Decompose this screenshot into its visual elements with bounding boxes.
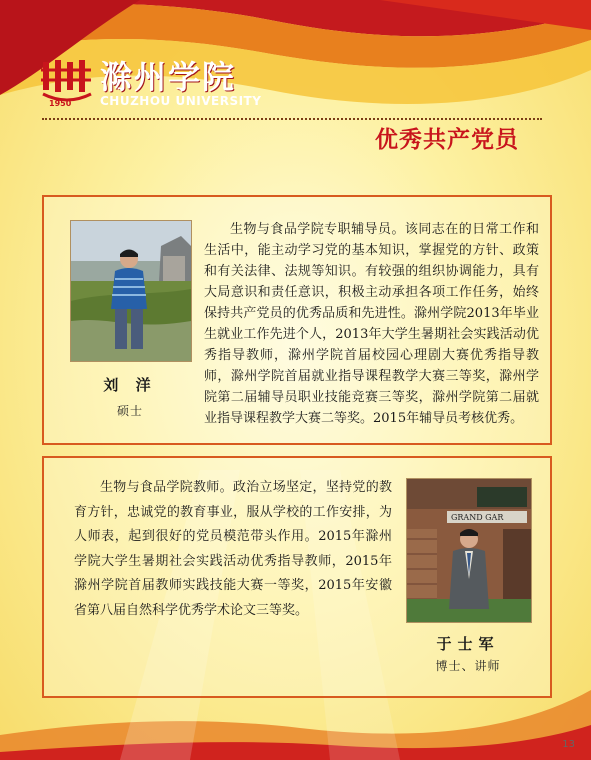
- header-divider: [42, 118, 542, 120]
- profile-bio-2: 生物与食品学院教师。政治立场坚定，坚持党的教育方针，忠诚党的教育事业，服从学校的工作安排，为人师表，起到很好的党员模范带头作用。2015年滁州学院大学生暑期社会实践活动优秀指导教师，2015年滁州学院首届教师实践技能大赛一等奖，2015年安徽省第八届自然科学优秀学术论文三等奖。: [74, 480, 392, 618]
- profile-name-1: 刘 洋: [103, 376, 157, 394]
- profile-name-2: 于士军: [436, 635, 500, 653]
- profile-card-2: [42, 456, 552, 698]
- logo-year: 1950: [49, 99, 72, 108]
- profile-bio-1: 生物与食品学院专职辅导员。该同志在的日常工作和生活中，能主动学习党的基本知识，掌握党的方针、政策和有关法律、法规等知识。有较强的组织协调能力，具有大局意识和责任意识，积极主动承担各项工作任务，始终保持共产党员的优秀品质和先进性。滁州学院2013年毕业生就业工作先进个人，2013年大学生暑期社会实践活动优秀指导教师，滁州学院首届校园心理剧大赛优秀指导教师，滁州学院首届就业指导课程教学大赛三等奖，滁州学院第二届辅导员职业技能竞赛三等奖，滁州学院第二届就业指导课程教学大赛二等奖。2015年辅导员考核优秀。: [204, 222, 539, 426]
- photo-sign-text: GRAND GAR: [451, 513, 504, 522]
- profile-photo-1: [70, 220, 192, 362]
- university-name-cn: 滁州学院: [100, 58, 237, 96]
- profile-degree-2: 博士、讲师: [435, 659, 501, 673]
- university-name-en: CHUZHOU UNIVERSITY: [100, 94, 262, 108]
- profile-card-1: [42, 195, 552, 445]
- page-number: 13: [562, 739, 575, 750]
- profile-degree-1: 硕士: [116, 404, 143, 418]
- section-title: 优秀共产党员: [375, 126, 519, 153]
- profile-photo-2: [406, 478, 532, 623]
